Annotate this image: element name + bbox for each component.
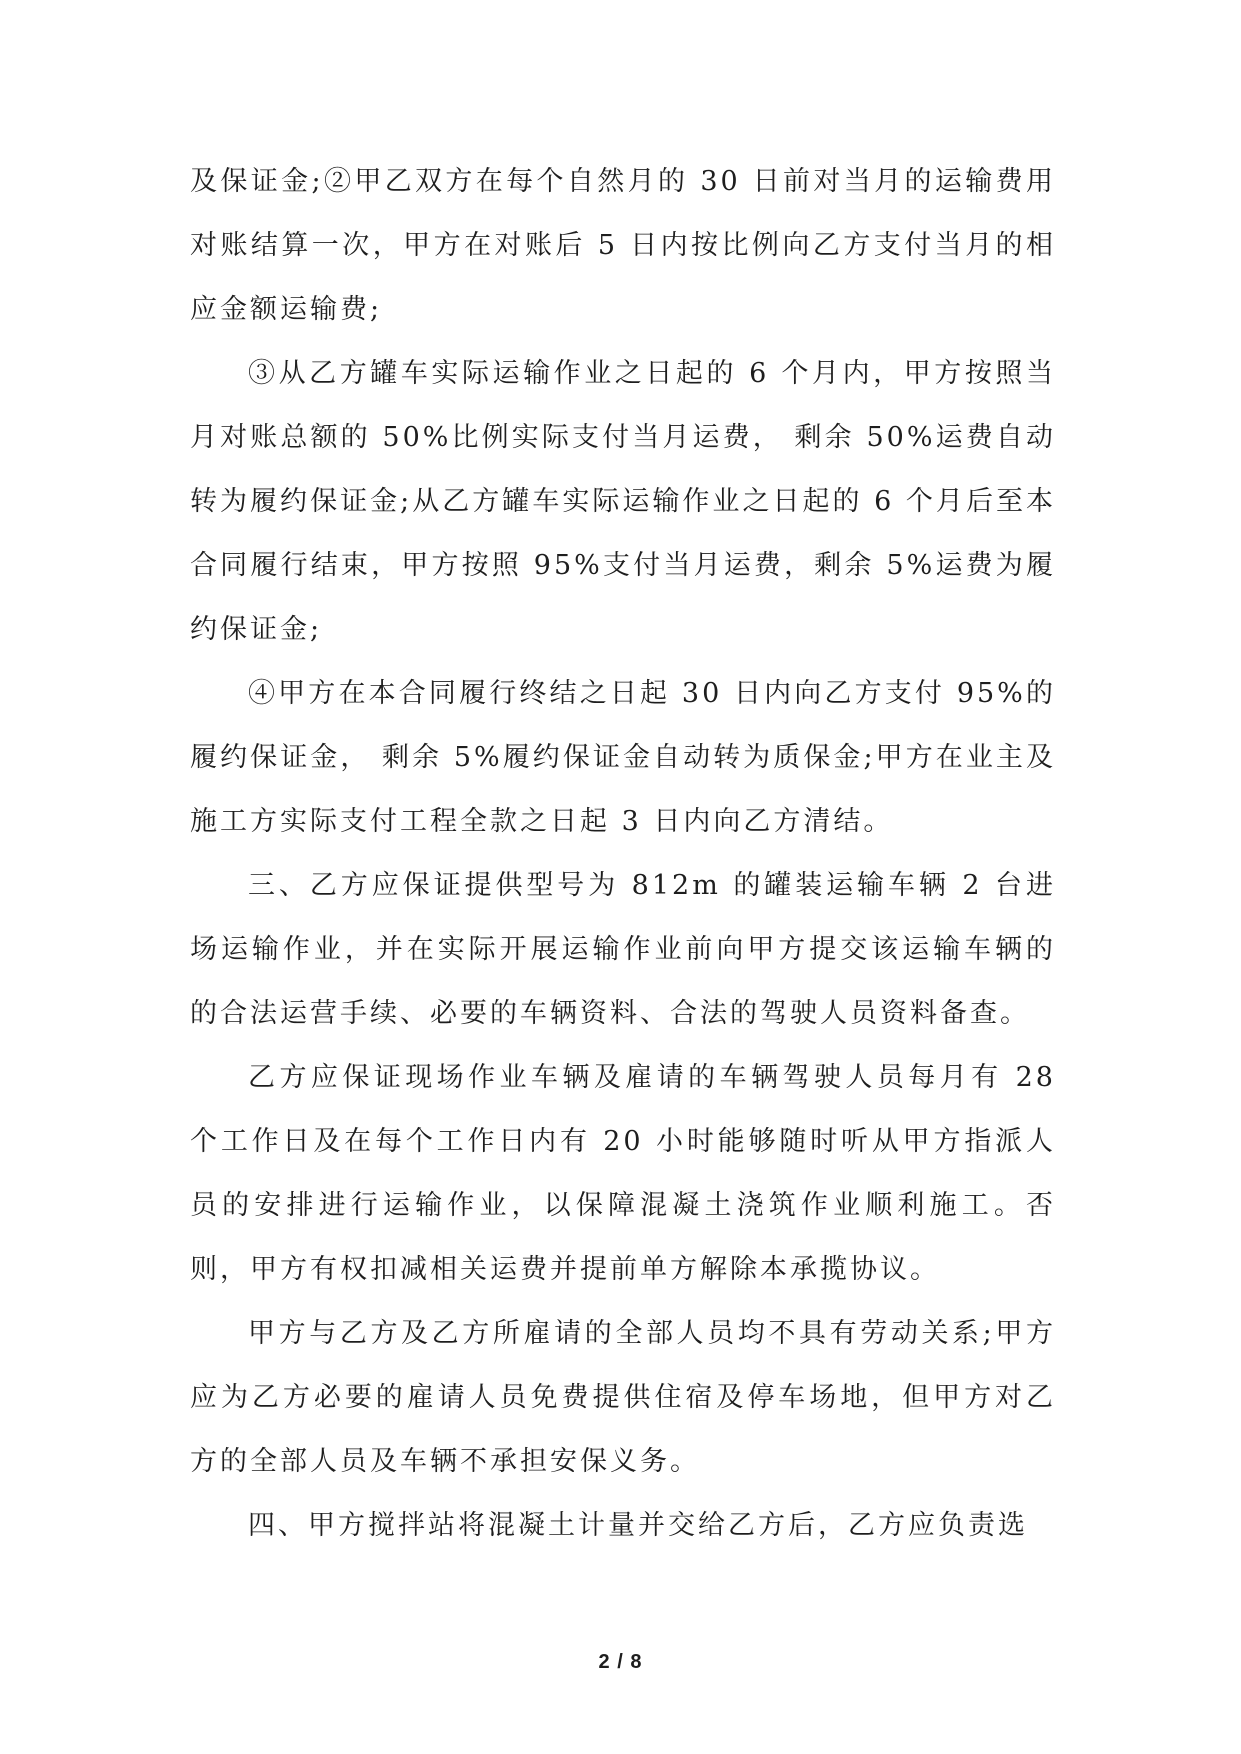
paragraph-5: 乙方应保证现场作业车辆及雇请的车辆驾驶人员每月有 28 个工作日及在每个工作日内有 20 小时能够随时听从甲方指派人员的安排进行运输作业，以保障混凝土浇筑作业顺利施工。否则，甲方有权扣减相关运费并提前单方解除本承揽协议。 bbox=[190, 1062, 1056, 1285]
paragraph-6: 甲方与乙方及乙方所雇请的全部人员均不具有劳动关系;甲方应为乙方必要的雇请人员免费提供住宿及停车场地，但甲方对乙方的全部人员及车辆不承担安保义务。 bbox=[190, 1318, 1056, 1477]
paragraph-1: 及保证金;②甲乙双方在每个自然月的 30 日前对当月的运输费用对账结算一次，甲方在对账后 5 日内按比例向乙方支付当月的相应金额运输费; bbox=[190, 166, 1056, 325]
paragraph-7: 四、甲方搅拌站将混凝土计量并交给乙方后，乙方应负责选 bbox=[248, 1510, 1028, 1541]
paragraph-2: ③从乙方罐车实际运输作业之日起的 6 个月内，甲方按照当月对账总额的 50%比例实际支付当月运费， 剩余 50%运费自动转为履约保证金;从乙方罐车实际运输作业之日起的 6 个月后至本合同履行结束，甲方按照 95%支付当月运费，剩余 5%运费为履约保证金; bbox=[190, 358, 1056, 645]
page-number: 2 / 8 bbox=[598, 1651, 643, 1673]
paragraph-4: 三、乙方应保证提供型号为 812m 的罐装运输车辆 2 台进场运输作业，并在实际开展运输作业前向甲方提交该运输车辆的的合法运营手续、必要的车辆资料、合法的驾驶人员资料备查。 bbox=[190, 870, 1056, 1029]
paragraph-3: ④甲方在本合同履行终结之日起 30 日内向乙方支付 95%的履约保证金， 剩余 5%履约保证金自动转为质保金;甲方在业主及施工方实际支付工程全款之日起 3 日内向乙方清结。 bbox=[190, 678, 1056, 837]
document-body bbox=[190, 150, 1056, 1558]
